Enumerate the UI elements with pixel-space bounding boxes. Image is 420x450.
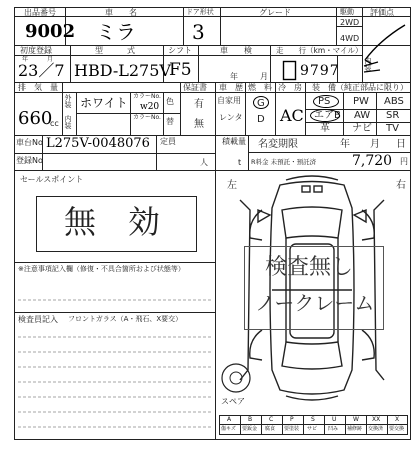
left-label: 左	[227, 180, 237, 191]
color-no-label: カラーNo.	[133, 93, 161, 100]
lot-number-label: 出品番号	[24, 8, 56, 17]
equip-tv: TV	[386, 123, 399, 134]
insp-year-label: 年	[230, 72, 238, 81]
ac-value: AC	[280, 106, 304, 125]
spare-label: スペア	[221, 397, 245, 406]
stamp-line-2: ノークレーム	[255, 291, 375, 315]
legend-code-b: B	[248, 416, 253, 423]
fuel-label: 燃 料	[248, 83, 272, 92]
change-label: 替	[166, 117, 174, 126]
first-reg-value: 23／7	[18, 61, 65, 80]
mileage-value: 9797	[300, 63, 340, 79]
windshield-label: フロントガラス（A・飛石、X要交）	[68, 315, 183, 323]
reg-no-label: 登録No	[16, 156, 43, 165]
ac-label: 冷 房	[278, 83, 302, 92]
recycle-label: R料金 未預託・預託済	[251, 158, 317, 166]
insp-month-label: 月	[260, 72, 268, 81]
legend-meaning-p: 要塗装	[284, 426, 300, 432]
chassis-value: L275V-0048076	[46, 136, 150, 151]
legend-code-u: U	[332, 416, 337, 423]
legend-code-p: P	[290, 416, 294, 423]
equip-sr: SR	[386, 110, 400, 121]
drive-2wd: 2WD	[340, 18, 360, 27]
fuel-g-circle	[253, 96, 269, 109]
legend-code-xx: XX	[372, 416, 381, 423]
car-name-label: 車 名	[105, 8, 137, 17]
chassis-label: 車台No	[16, 138, 43, 147]
legend-meaning-x: 要交換	[389, 426, 405, 432]
model-label: 型 式	[95, 46, 135, 55]
shift-label: シフト	[168, 46, 192, 55]
legend-meaning-b: 要鈑金	[242, 426, 258, 432]
class-private: 自家用	[217, 96, 241, 105]
displacement-label: 排 気 量	[18, 83, 58, 92]
legend-meaning-a: 傷キズ	[221, 426, 236, 432]
color-no-value: w20	[140, 102, 160, 112]
equip-label: 装 備（純正部品に限り）	[312, 83, 408, 92]
legend-code-c: C	[269, 416, 274, 423]
legend-meaning-c: 腐食	[265, 426, 276, 432]
fuel-d: D	[257, 114, 265, 125]
sales-point-label: セールスポイント	[20, 175, 84, 184]
equip-airbag: エアB	[314, 110, 341, 121]
displacement-value: 660	[18, 108, 53, 129]
cc-label: cc	[50, 119, 59, 128]
score-mark	[365, 25, 405, 60]
no-inspection-stamp	[244, 246, 384, 330]
inspection-label: 車 検	[220, 46, 252, 55]
drive-label: 駆動	[340, 8, 354, 16]
equip-abs: ABS	[384, 96, 404, 107]
fuel-g: G	[257, 98, 265, 109]
warranty-label: 保証書	[183, 83, 207, 92]
door-label: ドア形状	[186, 8, 214, 16]
drive-4wd: 4WD	[340, 34, 360, 43]
legend-code-x: X	[395, 416, 400, 423]
class-rental: レンタ	[219, 113, 243, 122]
name-change-month: 月	[370, 139, 380, 150]
load-label: 積載量	[222, 137, 246, 146]
door-value: 3	[192, 20, 205, 44]
shift-value: F5	[169, 60, 192, 80]
equip-aw: AW	[354, 110, 371, 121]
ps-circle	[313, 95, 339, 108]
interior-color-no-label: カラーNo.	[133, 114, 161, 121]
grade-label: グレード	[259, 8, 291, 17]
notes-label: ※注意事項記入欄（修復・不具合箇所および状態等）	[18, 265, 185, 273]
equip-leather: 革	[320, 123, 330, 134]
warranty-no: 無	[194, 119, 204, 130]
equip-pw: PW	[353, 96, 369, 107]
exterior-value: ホワイト	[80, 96, 128, 110]
equip-ps: PS	[318, 96, 331, 107]
mileage-label: 走 行（km・マイル）	[276, 46, 363, 55]
interior-label: 内装	[364, 57, 372, 71]
legend-meaning-w: 補修跡	[347, 426, 363, 432]
airbag-circle	[310, 109, 340, 122]
void-stamp: 無 効	[64, 203, 161, 241]
equip-navi: ナビ	[352, 123, 372, 134]
legend-code-a: A	[227, 416, 232, 423]
inspector-label: 検査員記入	[18, 315, 58, 324]
stamp-line-1: 検査無し	[265, 255, 354, 280]
name-change-year: 年	[340, 139, 350, 150]
history-label: 車 歴	[219, 83, 243, 92]
lot-number: 9002	[25, 21, 76, 42]
legend-code-s: S	[311, 416, 315, 423]
legend-code-w: W	[353, 416, 359, 423]
score-label: 評価点	[370, 8, 394, 17]
name-change-day: 日	[396, 139, 406, 150]
legend-meaning-s: サビ	[307, 426, 318, 432]
spare-tire-icon	[222, 364, 250, 392]
first-reg-month-small: 月	[47, 56, 54, 63]
interior-color-label: 内装	[64, 115, 72, 129]
recycle-unit: 円	[400, 157, 408, 166]
first-reg-year-small: 年	[22, 56, 29, 63]
first-reg-label: 初度登録	[20, 46, 52, 55]
warranty-yes: 有	[194, 99, 204, 110]
legend-meaning-xx: 交換済	[368, 426, 384, 432]
color-label: 色	[166, 97, 174, 106]
capacity-label: 定員	[160, 137, 176, 146]
name-change-label: 名変期限	[258, 139, 298, 150]
right-label: 右	[396, 180, 406, 191]
model-value: HBD-L275V	[74, 61, 171, 80]
car-name-value: ミラ	[96, 20, 136, 44]
exterior-label: 外装	[64, 94, 72, 108]
recycle-value: 7,720	[352, 153, 393, 169]
legend-meaning-u: 凹み	[328, 426, 339, 432]
load-unit: t	[238, 158, 242, 167]
capacity-unit: 人	[200, 158, 208, 167]
